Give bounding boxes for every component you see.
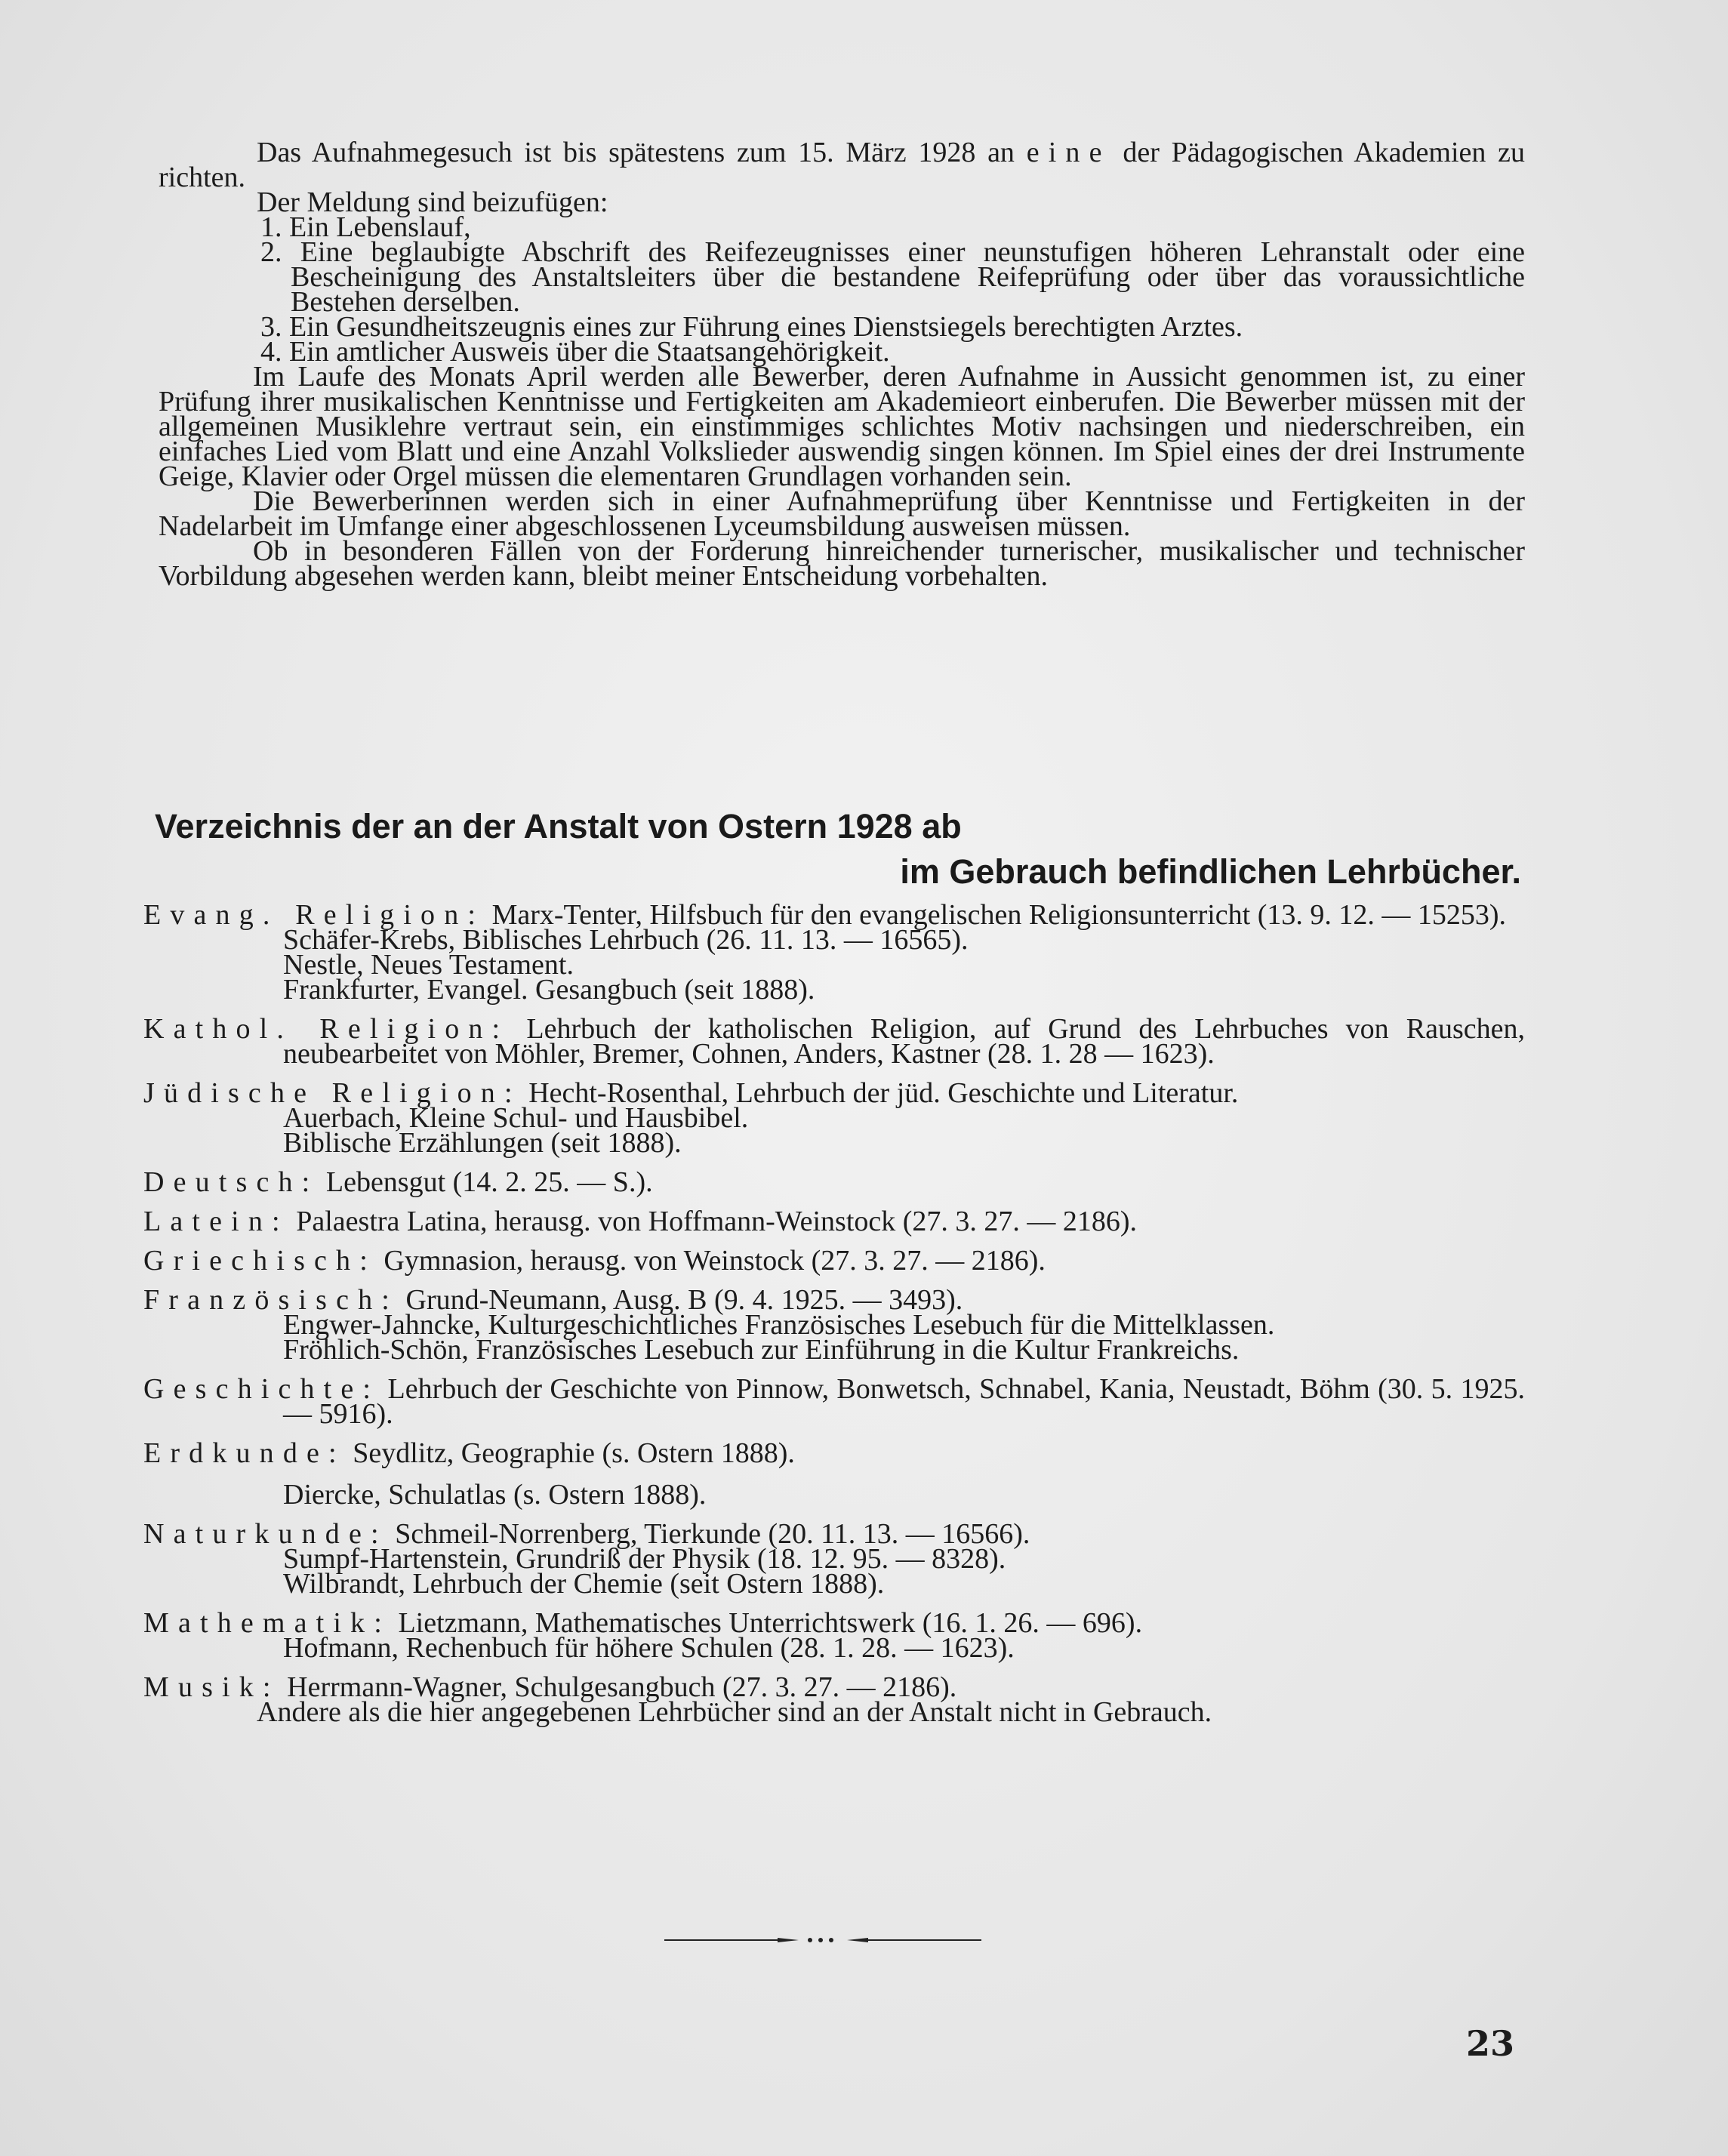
requirement-item-2: 2. Eine beglaubigte Abschrift des Reifezeugnisses einer neunstufigen höheren Lehranstalt oder eine Bescheinigung des Anstaltsleiters über die bestandene Reifeprüfung oder über das voraussichtliche Bestehen derselben.: [260, 236, 1525, 318]
book-line: Frankfurter, Evangel. Gesangbuch (seit 1888).: [283, 974, 815, 1006]
book-entry-kathol-religion: [143, 1013, 1526, 1070]
book-line: Herrmann-Wagner, Schulgesangbuch (27. 3. 27. — 2186).: [287, 1671, 957, 1703]
book-line: Auerbach, Kleine Schul- und Hausbibel.: [283, 1102, 749, 1134]
book-line: Grund-Neumann, Ausg. B (9. 4. 1925. — 3493).: [405, 1284, 963, 1316]
book-line: Engwer-Jahncke, Kulturgeschichtliches Französisches Lesebuch für die Mittelklassen.: [283, 1309, 1275, 1341]
subject-label: Französisch:: [143, 1284, 399, 1316]
intro-paragraph-4: Die Bewerberinnen werden sich in einer Aufnahmeprüfung über Kenntnisse und Fertigkeiten in der Nadelarbeit im Umfange einer abgeschlossenen Lyceumsbildung ausweisen müssen.: [159, 485, 1525, 542]
book-entry-deutsch: [143, 1166, 1525, 1198]
textbook-list-heading: [155, 804, 1521, 895]
book-line: Wilbrandt, Lehrbuch der Chemie (seit Ostern 1888).: [283, 1568, 885, 1600]
requirement-item-1: 1. Ein Lebenslauf,: [260, 211, 471, 243]
heading-line-2: im Gebrauch befindlichen Lehrbücher.: [900, 852, 1521, 891]
ornament-divider: [664, 1933, 981, 1948]
closing-note: Andere als die hier angegebenen Lehrbücher sind an der Anstalt nicht in Gebrauch.: [257, 1696, 1212, 1728]
requirement-item-3: 3. Ein Gesundheitszeugnis eines zur Führung eines Dienstsiegels berechtigten Arztes.: [260, 311, 1243, 343]
intro-p1-end: der Pädagogischen Akademien zu richten.: [159, 137, 1526, 193]
book-line: Seydlitz, Geographie (s. Ostern 1888).: [353, 1437, 795, 1469]
book-line: Nestle, Neues Testament.: [283, 949, 574, 981]
intro-paragraph-2: Der Meldung sind beizufügen:: [257, 186, 608, 218]
book-line: Fröhlich-Schön, Französisches Lesebuch zur Einführung in die Kultur Frankreichs.: [283, 1334, 1240, 1366]
book-entry-geschichte: [143, 1373, 1526, 1430]
book-line: Diercke, Schulatlas (s. Ostern 1888).: [283, 1479, 707, 1511]
book-entry-evang-religion: [143, 899, 1525, 1006]
textbook-list: [143, 899, 1526, 1739]
book-line: Marx-Tenter, Hilfsbuch für den evangelischen Religionsunterricht (13. 9. 12. — 15253).: [491, 899, 1507, 931]
book-line: Palaestra Latina, herausg. von Hoffmann-Weinstock (27. 3. 27. — 2186).: [296, 1206, 1138, 1237]
book-entry-musik: [143, 1671, 1525, 1728]
intro-paragraph-5: Ob in besonderen Fällen von der Forderung hinreichender turnerischer, musikalischer und technischer Vorbildung abgesehen werden kann, bleibt meiner Entscheidung vorbehalten.: [159, 535, 1525, 592]
book-entry-latein: [143, 1206, 1525, 1237]
book-entry-juedische-religion: [143, 1077, 1525, 1159]
book-entry-naturkunde: [143, 1518, 1525, 1600]
book-line: Lietzmann, Mathematisches Unterrichtswerk (16. 1. 26. — 696).: [398, 1607, 1143, 1639]
subject-label: Evang. Religion:: [143, 899, 485, 931]
book-entry-erdkunde: [143, 1437, 1525, 1511]
subject-label: Deutsch:: [143, 1166, 319, 1198]
intro-p1-text: Das Aufnahmegesuch ist bis spätestens zum 15. März 1928 an: [257, 137, 1015, 168]
book-entry-mathematik: [143, 1607, 1525, 1664]
subject-label: Latein:: [143, 1206, 289, 1237]
book-line: Gymnasion, herausg. von Weinstock (27. 3. 27. — 2186).: [383, 1245, 1046, 1277]
book-line: Schäfer-Krebs, Biblisches Lehrbuch (26. 11. 13. — 16565).: [283, 924, 969, 956]
subject-label: Erdkunde:: [143, 1437, 346, 1469]
intro-paragraph-3: Im Laufe des Monats April werden alle Bewerber, deren Aufnahme in Aussicht genommen ist, zu einer Prüfung ihrer musikalischen Kenntnisse und Fertigkeiten am Akademieort einberufen. Die Bewerber müssen mit der allgemeinen Musiklehre vertraut sein, ein einstimmiges schlichtes Motiv nachsingen und niederschreiben, ein einfaches Lied vom Blatt und eine Anzahl Volkslieder auswendig singen können. Im Spiel eines der drei Instrumente Geige, Klavier oder Orgel müssen die elementaren Grundlagen vorhanden sein.: [159, 361, 1525, 492]
intro-section: [159, 137, 1526, 592]
requirement-item-4: 4. Ein amtlicher Ausweis über die Staatsangehörigkeit.: [260, 336, 890, 368]
book-line: Lehrbuch der Geschichte von Pinnow, Bonwetsch, Schnabel, Kania, Neustadt, Böhm (30. 5. 1925. — 5916).: [283, 1373, 1526, 1430]
book-entry-franzoesisch: [143, 1284, 1525, 1366]
subject-label: Geschichte:: [143, 1373, 380, 1405]
book-line: Schmeil-Norrenberg, Tierkunde (20. 11. 13. — 16566).: [395, 1518, 1030, 1550]
book-line: Hofmann, Rechenbuch für höhere Schulen (28. 1. 28. — 1623).: [283, 1632, 1015, 1664]
book-line: Hecht-Rosenthal, Lehrbuch der jüd. Geschichte und Literatur.: [528, 1077, 1239, 1109]
subject-label: Naturkunde:: [143, 1518, 388, 1550]
book-entry-griechisch: [143, 1245, 1525, 1277]
book-line: Sumpf-Hartenstein, Grundriß der Physik (18. 12. 95. — 8328).: [283, 1543, 1006, 1575]
book-line: Lebensgut (14. 2. 25. — S.).: [325, 1166, 653, 1198]
book-line: Biblische Erzählungen (seit 1888).: [283, 1127, 682, 1159]
page-number: 23: [1466, 2023, 1515, 2064]
subject-label: Musik:: [143, 1671, 280, 1703]
intro-p1-emphasis: eine: [1026, 137, 1111, 168]
book-line: Lehrbuch der katholischen Religion, auf Grund des Lehrbuches von Rauschen, neubearbeitet von Möhler, Bremer, Cohnen, Anders, Kastner (28. 1. 28 — 1623).: [283, 1013, 1526, 1070]
intro-paragraph-1: [159, 137, 1526, 193]
subject-label: Griechisch:: [143, 1245, 377, 1277]
subject-label: Jüdische Religion:: [143, 1077, 522, 1109]
subject-label: Kathol. Religion:: [143, 1013, 510, 1045]
heading-line-1: Verzeichnis der an der Anstalt von Ostern 1928 ab: [155, 807, 962, 845]
subject-label: Mathematik:: [143, 1607, 391, 1639]
